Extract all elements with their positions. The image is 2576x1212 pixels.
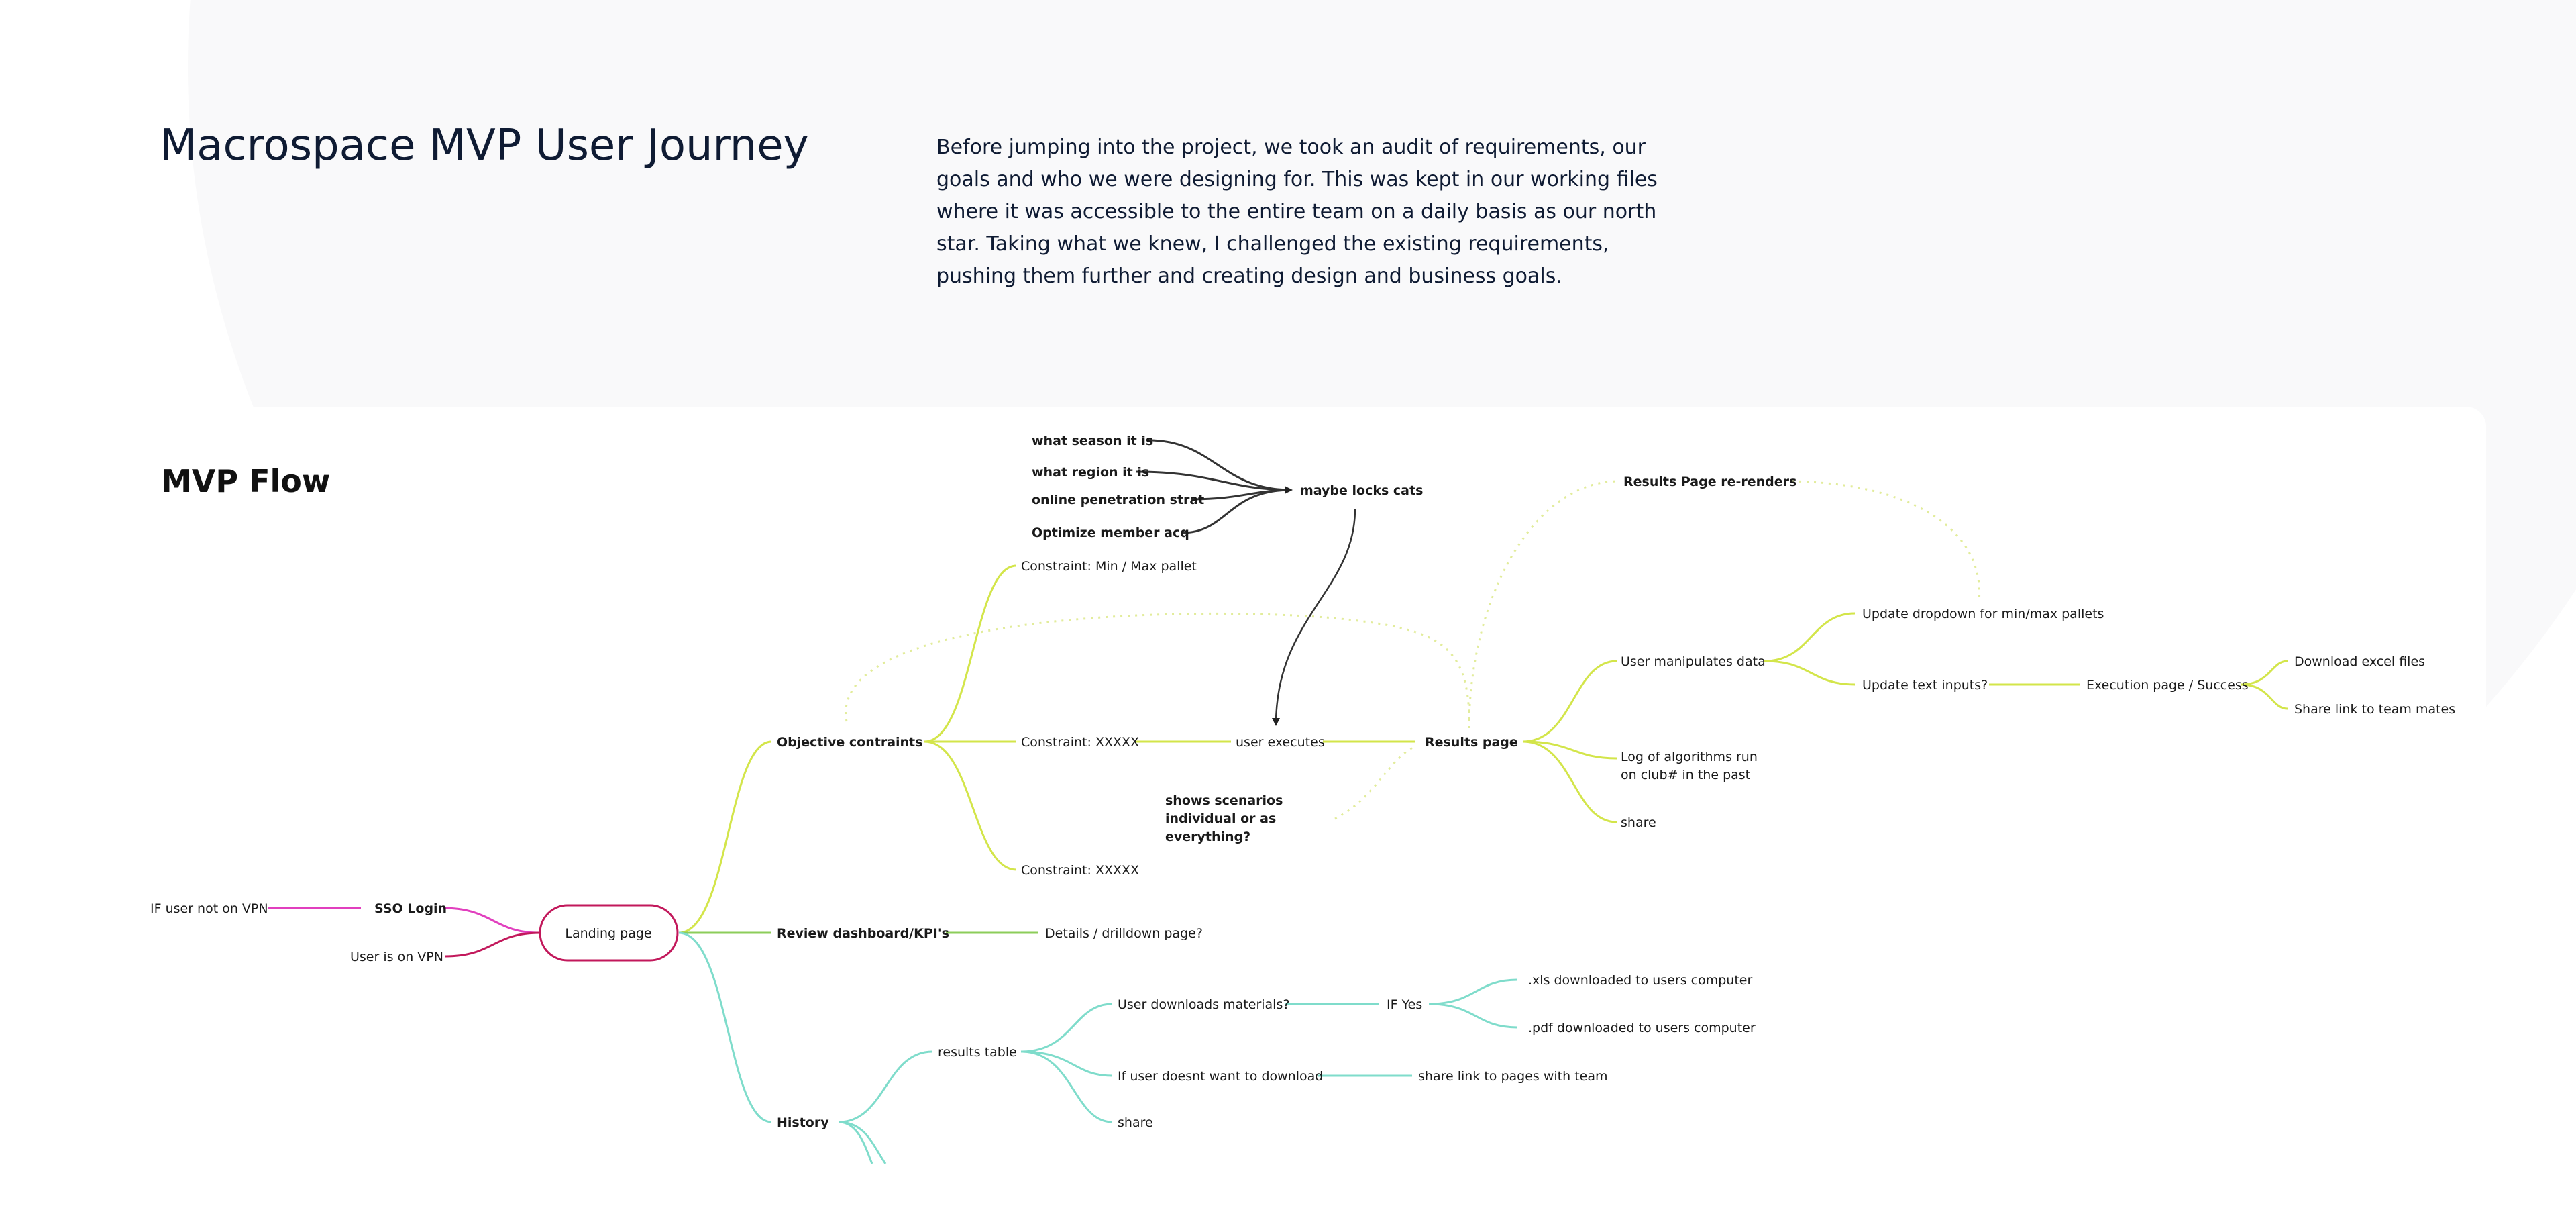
node-constraint-minmax: Constraint: Min / Max pallet	[1021, 559, 1197, 574]
edge-objective-x2	[924, 742, 1016, 870]
node-user-executes: user executes	[1236, 735, 1325, 750]
edge-dotted-rerenders-results	[1469, 481, 1617, 728]
node-online: online penetration strat	[1032, 493, 1205, 507]
shows-line-2: individual or as	[1165, 811, 1277, 826]
node-sso-login[interactable]: SSO Login	[374, 901, 447, 916]
edge-dotted-objective-loop	[846, 613, 1469, 721]
edge-yes-pdf	[1429, 1004, 1517, 1027]
node-share-pages: share link to pages with team	[1418, 1069, 1608, 1084]
node-locks: maybe locks cats	[1300, 483, 1424, 498]
edge-vpn-landing	[445, 933, 540, 956]
node-objective[interactable]: Objective contraints	[777, 735, 923, 750]
node-region: what region it is	[1032, 465, 1150, 480]
edge-results-share	[1523, 742, 1617, 822]
node-if-yes: IF Yes	[1387, 997, 1423, 1012]
node-share-link-team: Share link to team mates	[2294, 702, 2456, 717]
edge-history-results-table	[839, 1052, 932, 1122]
node-landing-label: Landing page	[565, 926, 652, 941]
shows-line-3: everything?	[1165, 829, 1251, 844]
edge-sso-landing	[443, 908, 540, 933]
node-manipulates: User manipulates data	[1621, 654, 1766, 669]
node-season: what season it is	[1032, 434, 1154, 448]
flow-title: MVP Flow	[161, 463, 331, 499]
node-details: Details / drilldown page?	[1045, 926, 1203, 941]
log-line-1: Log of algorithms run	[1621, 750, 1758, 764]
edge-season-locks	[1148, 440, 1291, 490]
node-xls: .xls downloaded to users computer	[1528, 973, 1753, 988]
node-log	[1621, 750, 1762, 782]
node-history[interactable]: History	[777, 1115, 829, 1130]
node-if-not-vpn: IF user not on VPN	[150, 901, 268, 916]
log-line-2: on club# in the past	[1621, 768, 1751, 782]
node-review[interactable]: Review dashboard/KPI's	[777, 926, 949, 941]
node-shows-scenarios	[1165, 793, 1287, 844]
edge-landing-history	[679, 933, 771, 1122]
node-user-on-vpn: User is on VPN	[350, 950, 443, 964]
edge-objective-minmax	[924, 566, 1016, 742]
node-update-dropdown: Update dropdown for min/max pallets	[1862, 607, 2104, 621]
intro-paragraph: Before jumping into the project, we took an audit of requirements, our goals and who we were designing for. This was kept in our working files where it was accessible to the entire team on a daily basis as our north star. Taking what we knew, I challenged the existing requirements, pushing them further and creating design and business goals.	[936, 136, 1658, 288]
shows-line-1: shows scenarios	[1165, 793, 1283, 808]
edge-manipulates-text	[1764, 661, 1855, 685]
edge-dotted-shows	[1335, 746, 1415, 819]
node-no-download: If user doesnt want to download	[1118, 1069, 1324, 1084]
node-results-page[interactable]: Results page	[1425, 735, 1518, 750]
node-share-results: share	[1621, 815, 1656, 830]
node-rerenders: Results Page re-renders	[1623, 474, 1797, 489]
node-downloads: User downloads materials?	[1118, 997, 1290, 1012]
edge-manipulates-dropdown	[1764, 613, 1855, 661]
edge-results-manipulates	[1523, 661, 1617, 742]
node-share-history: share	[1118, 1115, 1153, 1130]
page-title: Macrospace MVP User Journey	[160, 121, 809, 170]
edge-yes-xls	[1429, 980, 1517, 1004]
node-execution: Execution page / Success	[2086, 678, 2249, 693]
edge-locks-executes	[1276, 509, 1355, 725]
edge-landing-objective	[679, 742, 771, 933]
node-constraint-x1: Constraint: XXXXX	[1021, 735, 1140, 750]
edge-history-extra-1	[839, 1122, 885, 1164]
edge-table-downloads	[1021, 1004, 1112, 1052]
node-constraint-x2: Constraint: XXXXX	[1021, 863, 1140, 878]
node-pdf: .pdf downloaded to users computer	[1528, 1021, 1756, 1036]
edge-dotted-rerenders-dropdown	[1784, 481, 1980, 602]
node-optimize: Optimize member acq	[1032, 525, 1189, 540]
node-update-text: Update text inputs?	[1862, 678, 1988, 693]
node-download-excel: Download excel files	[2294, 654, 2426, 669]
edge-table-no-download	[1021, 1052, 1112, 1076]
node-results-table: results table	[938, 1045, 1017, 1060]
edge-history-extra-2	[839, 1122, 872, 1164]
